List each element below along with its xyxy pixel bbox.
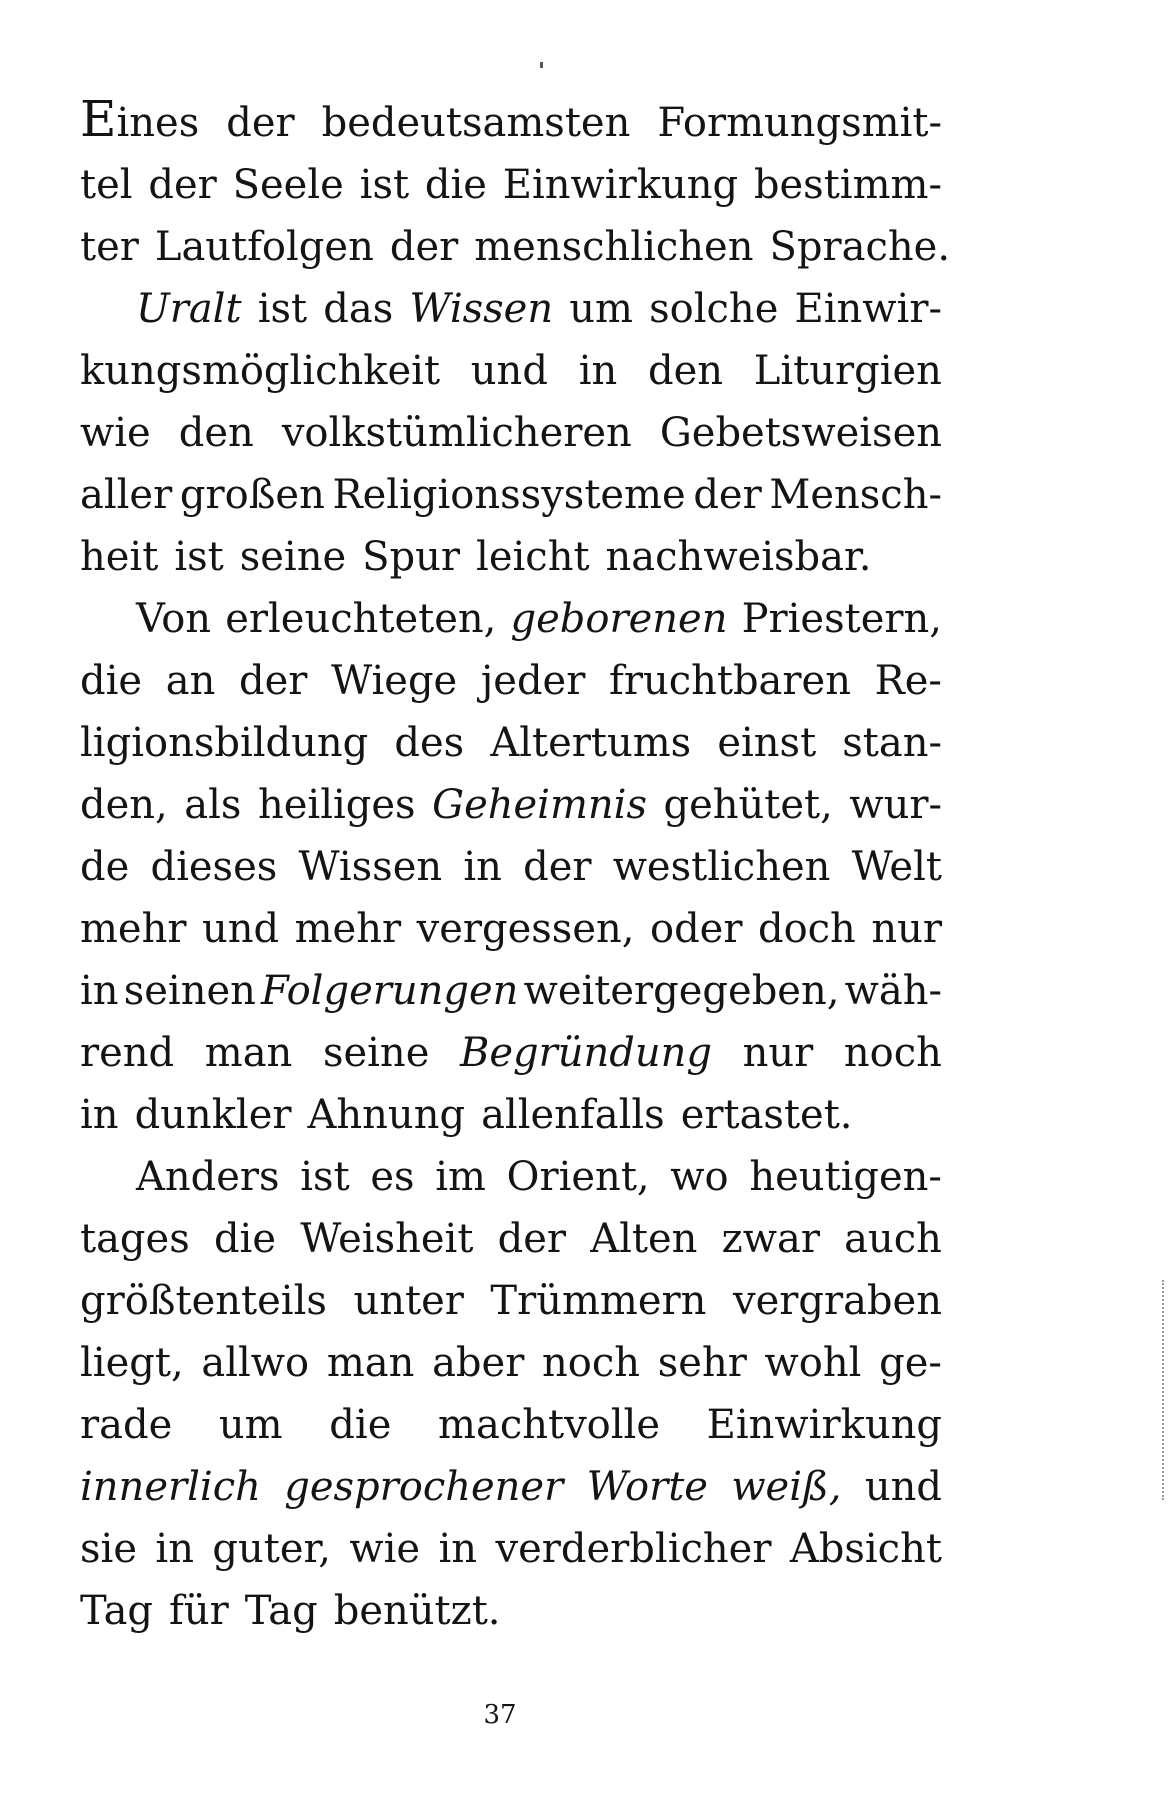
word: mehr [294, 906, 402, 952]
word: für [169, 1588, 229, 1634]
word: Lautfolgen [154, 224, 374, 270]
text-line [80, 588, 942, 650]
word: Re- [874, 658, 942, 704]
text-line [80, 1456, 942, 1518]
word: einst [717, 720, 817, 766]
word: Weisheit [300, 1216, 474, 1262]
word: der [148, 162, 217, 208]
word: dieses [150, 844, 278, 890]
word: Einwir- [794, 286, 942, 332]
word: Sprache. [769, 224, 951, 270]
word: vergraben [732, 1278, 942, 1324]
word: noch [542, 1340, 641, 1386]
word: weitergegeben, [523, 968, 840, 1014]
word: bedeutsamsten [321, 100, 631, 146]
word: der [497, 1216, 567, 1262]
word: Wiege [331, 658, 458, 704]
word: man [326, 1340, 415, 1386]
italic-word: Folgerungen [261, 968, 519, 1014]
word: menschlichen [474, 224, 754, 270]
word: rade [80, 1402, 173, 1448]
word: ter [80, 224, 139, 270]
text-line [80, 712, 942, 774]
word: ligionsbildung [80, 720, 369, 766]
word: ist [300, 1154, 350, 1200]
word: um [218, 1402, 283, 1448]
word: oder [649, 906, 743, 952]
text-line [80, 1580, 942, 1642]
word: Priestern, [741, 596, 942, 642]
word: dunkler [134, 1092, 292, 1138]
word: sehr [657, 1340, 747, 1386]
page-number: 37 [483, 1700, 517, 1730]
text-line [80, 1518, 942, 1580]
text-line [80, 898, 942, 960]
word: der [239, 658, 308, 704]
word: aller [80, 472, 173, 518]
word: der [226, 100, 295, 146]
word: großen [179, 472, 325, 518]
word: die [80, 658, 143, 704]
word: machtvolle [438, 1402, 660, 1448]
italic-word: weiß, [731, 1464, 842, 1510]
word: wohl [764, 1340, 862, 1386]
word: unter [353, 1278, 464, 1324]
text-line [80, 154, 942, 216]
word: in [80, 968, 119, 1014]
word: tel [80, 162, 133, 208]
word: Formungsmit- [657, 100, 942, 146]
word: wur- [849, 782, 942, 828]
word: ist [174, 534, 224, 580]
word: der [523, 844, 592, 890]
word: in [155, 1526, 194, 1572]
word: erleuchteten, [225, 596, 497, 642]
word: bestimm- [753, 162, 942, 208]
print-speck [540, 62, 543, 68]
word: kungsmöglichkeit [80, 348, 441, 394]
word: heiliges [257, 782, 416, 828]
word: nur [742, 1030, 814, 1076]
text-line [80, 1332, 942, 1394]
italic-word: Worte [586, 1464, 708, 1510]
word: stan- [842, 720, 942, 766]
word: vergessen, [416, 906, 635, 952]
word: Religionssysteme [332, 472, 686, 518]
text-line [80, 1270, 942, 1332]
word: gehütet, [663, 782, 833, 828]
word: des [394, 720, 465, 766]
word: in [80, 1092, 119, 1138]
text-line [80, 1022, 942, 1084]
word: als [184, 782, 242, 828]
word: mehr [80, 906, 187, 952]
word: wäh- [844, 968, 942, 1014]
word: in [438, 1526, 478, 1572]
word: und [201, 906, 280, 952]
word: liegt, [80, 1340, 184, 1386]
word: Liturgien [753, 348, 942, 394]
word: allenfalls [481, 1092, 665, 1138]
word: Seele [232, 162, 344, 208]
word: ist [257, 286, 308, 332]
paragraph [80, 588, 942, 1146]
word: das [323, 286, 394, 332]
word: fruchtbaren [609, 658, 851, 704]
word: Trümmern [490, 1278, 707, 1324]
word: wie [349, 1526, 421, 1572]
text-line [80, 464, 942, 526]
word: zwar [721, 1216, 820, 1262]
word: Alten [590, 1216, 698, 1262]
word: die [213, 1216, 277, 1262]
paragraph [80, 278, 942, 588]
word: heit [80, 534, 159, 580]
word: de [80, 844, 130, 890]
italic-word: innerlich [80, 1464, 261, 1510]
word: ist [359, 162, 410, 208]
word: ertastet. [680, 1092, 853, 1138]
text-line [80, 1208, 942, 1270]
word: Tag [80, 1588, 154, 1634]
text-line [80, 774, 942, 836]
word: größtenteils [80, 1278, 327, 1324]
text-line [80, 340, 942, 402]
text-line [80, 836, 942, 898]
word: Altertums [490, 720, 692, 766]
initial-capital: E [80, 90, 117, 148]
word: westlichen [612, 844, 831, 890]
text-line [80, 278, 942, 340]
word: ge- [879, 1340, 942, 1386]
word [80, 92, 199, 154]
word: an [165, 658, 216, 704]
text-line [80, 216, 951, 278]
text-line [80, 1146, 942, 1208]
text-line [80, 960, 942, 1022]
word: es [370, 1154, 415, 1200]
word: Gebetsweisen [659, 410, 942, 456]
text-line [80, 92, 942, 154]
word: Anders [136, 1154, 280, 1200]
italic-word: geborenen [510, 596, 728, 642]
word: Mensch- [769, 472, 942, 518]
word: man [204, 1030, 293, 1076]
text-line [80, 402, 942, 464]
text-line [80, 1084, 942, 1146]
word: sie [80, 1526, 137, 1572]
word: rend [80, 1030, 175, 1076]
word: volkstümlicheren [281, 410, 632, 456]
word: benützt. [333, 1588, 501, 1634]
word: und [864, 1464, 942, 1510]
word: der [693, 472, 762, 518]
word: aber [432, 1340, 525, 1386]
word: heutigen- [749, 1154, 942, 1200]
word: seinen [123, 968, 256, 1014]
italic-word: Geheimnis [432, 782, 647, 828]
word: Spur [362, 534, 461, 580]
word: doch [757, 906, 856, 952]
word: Einwirkung [706, 1402, 942, 1448]
word: Orient, [506, 1154, 650, 1200]
word: solche [649, 286, 779, 332]
paragraph [80, 1146, 942, 1642]
word: seine [239, 534, 347, 580]
italic-word: gesprochener [284, 1464, 564, 1510]
word: tages [80, 1216, 190, 1262]
word: auch [844, 1216, 942, 1262]
word: in [578, 348, 618, 394]
italic-word: Begründung [459, 1030, 713, 1076]
word: Einwirkung [502, 162, 739, 208]
word: Von [136, 596, 212, 642]
word: den [648, 348, 724, 394]
margin-scan-mark [1162, 1280, 1166, 1500]
word: nachweisbar. [605, 534, 872, 580]
word: verderblicher [495, 1526, 772, 1572]
word: seine [322, 1030, 430, 1076]
italic-word: Wissen [409, 286, 554, 332]
text-line [80, 1394, 942, 1456]
word: Absicht [789, 1526, 942, 1572]
paragraph [80, 90, 951, 278]
word: den, [80, 782, 168, 828]
body-text [80, 90, 951, 1642]
word: guter, [212, 1526, 331, 1572]
word: den [178, 410, 254, 456]
text-line [80, 526, 942, 588]
word: wo [670, 1154, 729, 1200]
word: Tag [244, 1588, 318, 1634]
word: jeder [480, 658, 586, 704]
word: die [329, 1402, 392, 1448]
word: Wissen [298, 844, 443, 890]
word-remainder: ines [116, 100, 200, 146]
word: noch [843, 1030, 942, 1076]
word: im [435, 1154, 486, 1200]
word: die [424, 162, 487, 208]
word: und [470, 348, 548, 394]
word: um [569, 286, 633, 332]
word: allwo [201, 1340, 310, 1386]
word: der [389, 224, 459, 270]
word: Welt [851, 844, 942, 890]
word: Ahnung [307, 1092, 466, 1138]
italic-word: Uralt [136, 286, 242, 332]
text-line [80, 650, 942, 712]
word: leicht [476, 534, 590, 580]
word: in [463, 844, 502, 890]
word: wie [80, 410, 151, 456]
word: nur [871, 906, 942, 952]
